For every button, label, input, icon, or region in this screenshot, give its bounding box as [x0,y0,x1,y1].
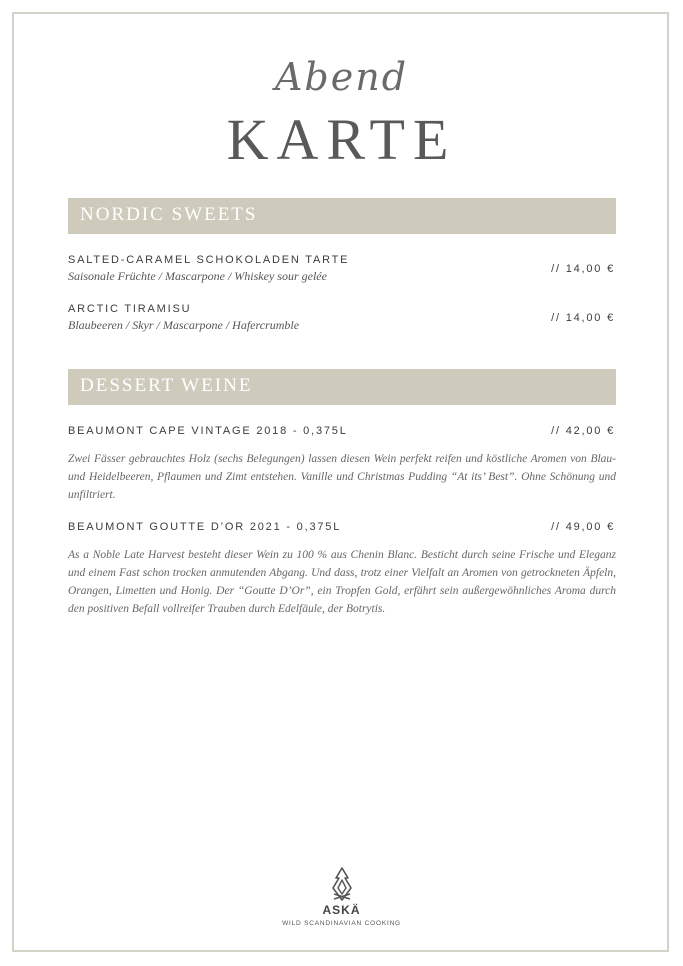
wine-description: As a Noble Late Harvest besteht dieser Wein zu 100 % aus Chenin Blanc. Besticht durch seine Frische und Eleganz und einem Fast schon trocken anmutenden Abgang. Und dass, trotz einer Vielfalt an Aromen von getrockneten Äpfeln, Orangen, Limetten und Honig. Der “Goutte D’Or”, ein Tropfen Gold, erfährt sein außergewöhnliches Aroma durch den positiven Befall vollreifer Trauben durch Edelfäule, der Botrytis. [68,549,616,615]
wine-name: BEAUMONT GOUTTE D’OR 2021 - 0,375L [68,521,342,533]
section-heading: NORDIC SWEETS [80,204,258,225]
menu-item-name: SALTED-CARAMEL SCHOKOLADEN TARTE [68,254,350,266]
menu-item-description: Blaubeeren / Skyr / Mascarpone / Hafercrumble [68,318,300,332]
wine-price: // 42,00 € [551,425,615,437]
flame-icon [0,866,683,907]
menu-item-price: // 14,00 € [551,312,615,324]
menu-item-price: // 14,00 € [551,263,615,275]
section-band-nordic-sweets [68,198,616,234]
wine-price: // 49,00 € [551,521,615,533]
wine-name: BEAUMONT CAPE VINTAGE 2018 - 0,375L [68,425,348,437]
brand-name: ASKÄ [322,903,361,917]
script-title: Abend [274,55,409,99]
brand-tagline: WILD SCANDINAVIAN COOKING [282,920,401,927]
menu-item-description: Saisonale Früchte / Mascarpone / Whiskey sour gelée [68,269,327,283]
page-title: KARTE [226,107,457,172]
wine-description: Zwei Fässer gebrauchtes Holz (sechs Belegungen) lassen diesen Wein perfekt reifen und köstliche Aromen von Blau- und Heidelbeeren, Pflaumen und Zimt entstehen. Vanille und Christmas Pudding “At its’ Best”. Ohne Schönung und unfiltriert. [68,453,616,501]
section-heading: DESSERT WEINE [80,375,253,396]
menu-item-name: ARCTIC TIRAMISU [68,303,192,315]
section-band-dessert-weine [68,369,616,405]
